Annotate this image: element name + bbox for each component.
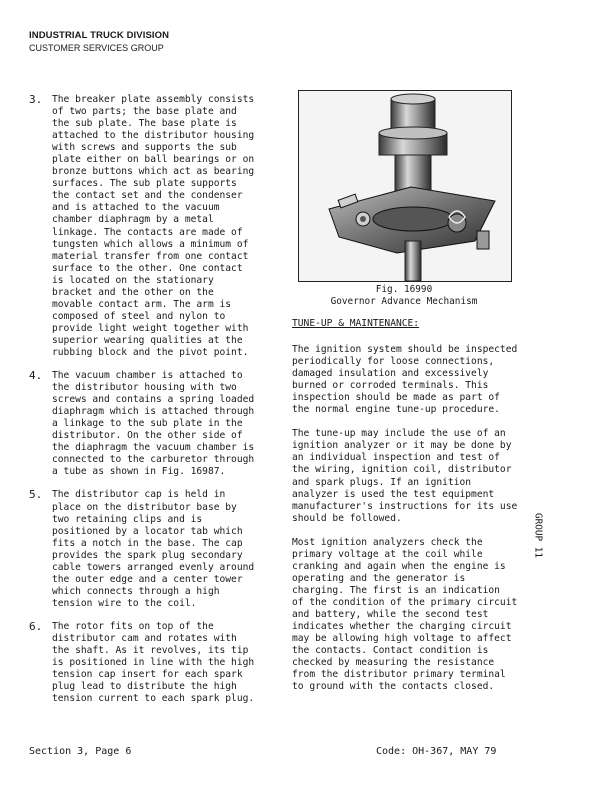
list-item [29,370,274,478]
item-text: The rotor fits on top of the distributor cam and rotates with the shaft. As it revolves, its tip is positioned in line with the high tension cap insert for each spark plug lead to distribute the high tension current to each spark plug. [52,620,255,705]
paragraph: Most ignition analyzers check the primary voltage at the coil while cranking and again when the engine is operating and the generator is charging. The first is an indication of the condition of the primary circuit and battery, while the second test indicates whether the charging circuit may be allowing high voltage to affect the contacts. Contact condition is checked by measuring the resistance from the distributor primary terminal to ground with the contacts closed. [292,536,518,693]
footer-code: Code: OH-367, MAY 79 [376,746,497,757]
division-title: INDUSTRIAL TRUCK DIVISION [29,30,170,41]
group-subtitle: CUSTOMER SERVICES GROUP [29,43,164,53]
figure-photo [298,90,512,282]
governor-mechanism-illustration [299,91,511,281]
list-item [29,94,274,359]
item-number: 4. [29,369,43,383]
section-heading: TUNE-UP & MAINTENANCE: [292,318,420,329]
paragraph: The ignition system should be inspected periodically for loose connections, damaged insulation and excessively burned or corroded terminals. This inspection should be made as part of the normal engine tune-up procedure. [292,344,518,416]
paragraph: The tune-up may include the use of an ignition analyzer or it may be done by an individual inspection and test of the wiring, ignition coil, distributor and spark plugs. If an ignition analyzer is used the test equipment manufacturer's instructions for its use should be followed. [292,428,518,524]
item-text: The vacuum chamber is attached to the distributor housing with two screws and contains a spring loaded diaphragm which is attached through a linkage to the sub plate in the distributor. On the other side of the diaphragm the vacuum chamber is connected to the carburetor through a tube as shown in Fig. 16987. [52,370,255,478]
numbered-list [29,94,274,716]
figure-caption: Governor Advance Mechanism [330,296,478,307]
list-item [29,489,274,609]
list-item [29,621,274,705]
item-number: 5. [29,488,43,502]
item-number: 3. [29,93,43,106]
figure-caption-block [298,284,510,308]
footer-section: Section 3, Page 6 [29,746,132,757]
side-tab-label: GROUP 11 [532,512,544,559]
maintenance-section [292,318,532,705]
item-text: The breaker plate assembly consists of two parts; the base plate and the sub plate. The base plate is attached to the distributor housing with screws and supports the sub plate either on ball bearings or on bronze buttons which act as bearing surfaces. The sub plate supports the contact set and the condenser and is attached to the vacuum chamber diaphragm by a metal linkage. The contacts are made of tungsten which allows a minimum of material transfer from one contact surface to the other. One contact is located on the stationary bracket and the other on the movable contact arm. The arm is composed of steel and nylon to provide light weight together with superior wearing qualities at the rubbing block and the pivot point. [52,94,255,358]
item-text: The distributor cap is held in place on the distributor base by two retaining clips and is positioned by a locator tab which fits a notch in the base. The cap provides the spark plug secondary cable towers arranged evenly around the outer edge and a center tower which connects through a high tension wire to the coil. [52,489,255,609]
figure-number: Fig. 16990 [375,284,433,295]
item-number: 6. [29,619,43,633]
page-header [29,30,169,54]
group-side-tab [528,498,542,578]
